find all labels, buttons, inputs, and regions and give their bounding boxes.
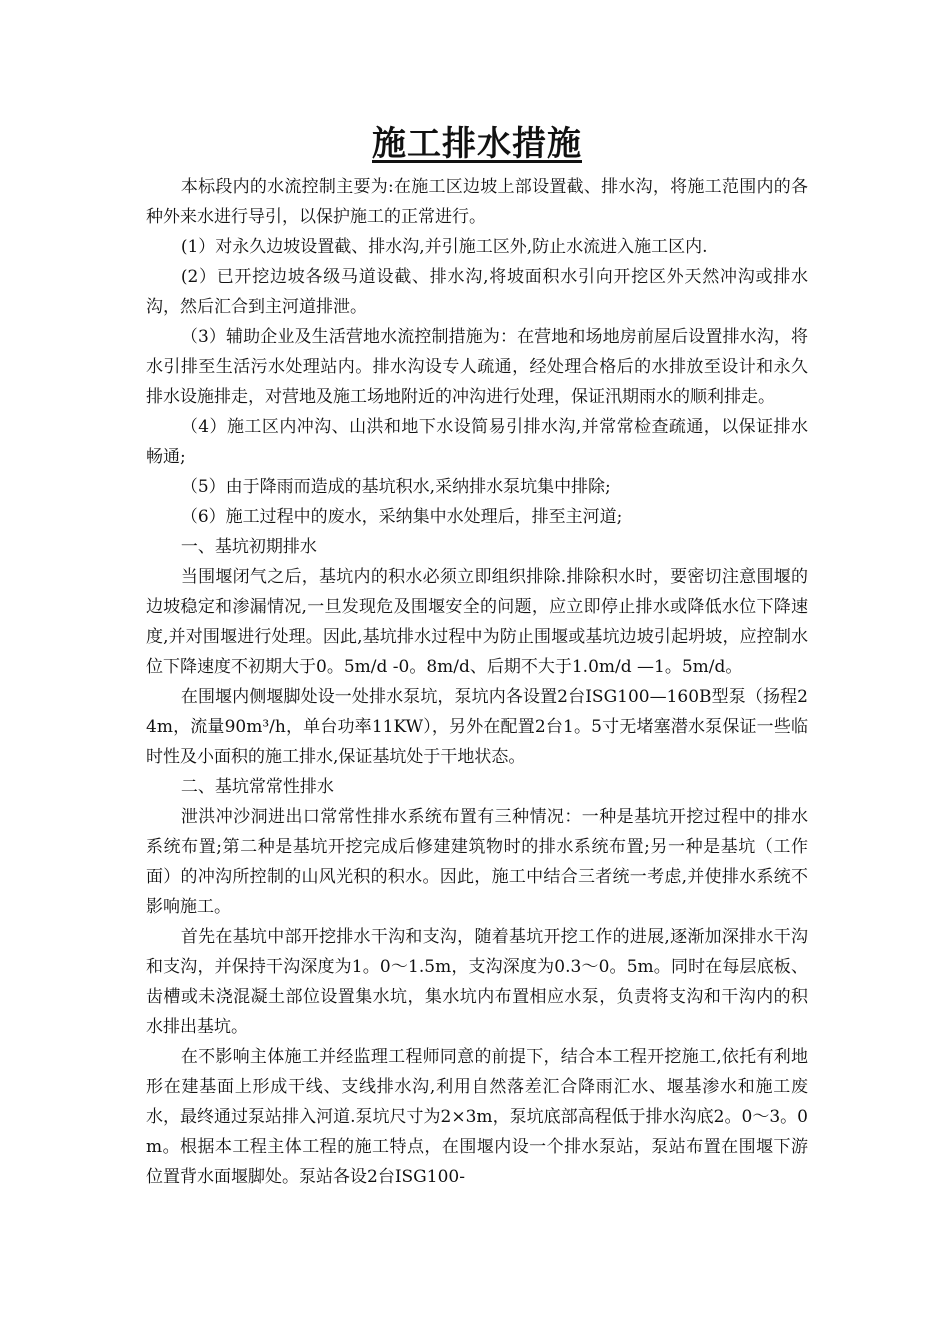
paragraph-item-6: （6）施工过程中的废水，采纳集中水处理后，排至主河道; <box>180 507 623 527</box>
paragraph-item-2: (2）已开挖边坡各级马道设截、排水沟,将坡面积水引向开挖区外天然冲沟或排水沟，然后汇合到主河道排泄。 <box>146 267 808 317</box>
document-page <box>146 118 808 1192</box>
paragraph-pump-pit: 在围堰内侧堰脚处设一处排水泵坑，泵坑内各设置2台ISG100—160B型泵（扬程24m，流量90m³/h，单台功率11KW），另外在配置2台1。5寸无堵塞潜水泵保证一些临时性及小面积的施工排水,保证基坑处于干地状态。 <box>146 687 808 767</box>
paragraph-intro: 本标段内的水流控制主要为:在施工区边坡上部设置截、排水沟，将施工范围内的各种外来水进行导引，以保护施工的正常进行。 <box>146 177 808 227</box>
document-title: 施工排水措施 <box>372 124 582 164</box>
paragraph-pump-station: 在不影响主体施工并经监理工程师同意的前提下，结合本工程开挖施工,依托有利地形在建基面上形成干线、支线排水沟,利用自然落差汇合降雨汇水、堰基渗水和施工废水，最终通过泵站排入河道.泵坑尺寸为2×3m，泵坑底部高程低于排水沟底2。0～3。0m。根据本工程主体工程的施工特点，在围堰内设一个排水泵站，泵站布置在围堰下游位置背水面堰脚处。泵站各设2台ISG100- <box>146 1047 808 1187</box>
paragraph-routine-drainage: 泄洪冲沙洞进出口常常性排水系统布置有三种情况：一种是基坑开挖过程中的排水系统布置;第二种是基坑开挖完成后修建建筑物时的排水系统布置;另一种是基坑（工作面）的冲沟所控制的山风光积的积水。因此，施工中结合三者统一考虑,并使排水系统不影响施工。 <box>146 807 808 917</box>
paragraph-item-3: （3）辅助企业及生活营地水流控制措施为：在营地和场地房前屋后设置排水沟，将水引排至生活污水处理站内。排水沟设专人疏通，经处理合格后的水排放至设计和永久排水设施排走，对营地及施工场地附近的冲沟进行处理，保证汛期雨水的顺利排走。 <box>146 327 808 407</box>
paragraph-initial-drainage: 当围堰闭气之后，基坑内的积水必须立即组织排除.排除积水时，要密切注意围堰的边坡稳定和渗漏情况,一旦发现危及围堰安全的问题，应立即停止排水或降低水位下降速度,并对围堰进行处理。因此,基坑排水过程中为防止围堰或基坑边坡引起坍坡，应控制水位下降速度不初期大于0。5m/d -0。8m/d、后期不大于1.0m/d —1。5m/d。 <box>146 567 808 677</box>
paragraph-ditches: 首先在基坑中部开挖排水干沟和支沟，随着基坑开挖工作的进展,逐渐加深排水干沟和支沟，并保持干沟深度为1。0～1.5m，支沟深度为0.3～0。5m。同时在每层底板、齿槽或未浇混凝土部位设置集水坑，集水坑内布置相应水泵，负责将支沟和干沟内的积水排出基坑。 <box>146 927 808 1037</box>
paragraph-item-1: (1）对永久边坡设置截、排水沟,并引施工区外,防止水流进入施工区内. <box>180 237 708 257</box>
paragraph-item-4: （4）施工区内冲沟、山洪和地下水设简易引排水沟,并常常检查疏通，以保证排水畅通; <box>146 417 808 467</box>
paragraph-item-5: （5）由于降雨而造成的基坑积水,采纳排水泵坑集中排除; <box>180 477 611 497</box>
section-heading-2: 二、基坑常常性排水 <box>180 777 334 797</box>
section-heading-1: 一、基坑初期排水 <box>180 537 317 557</box>
